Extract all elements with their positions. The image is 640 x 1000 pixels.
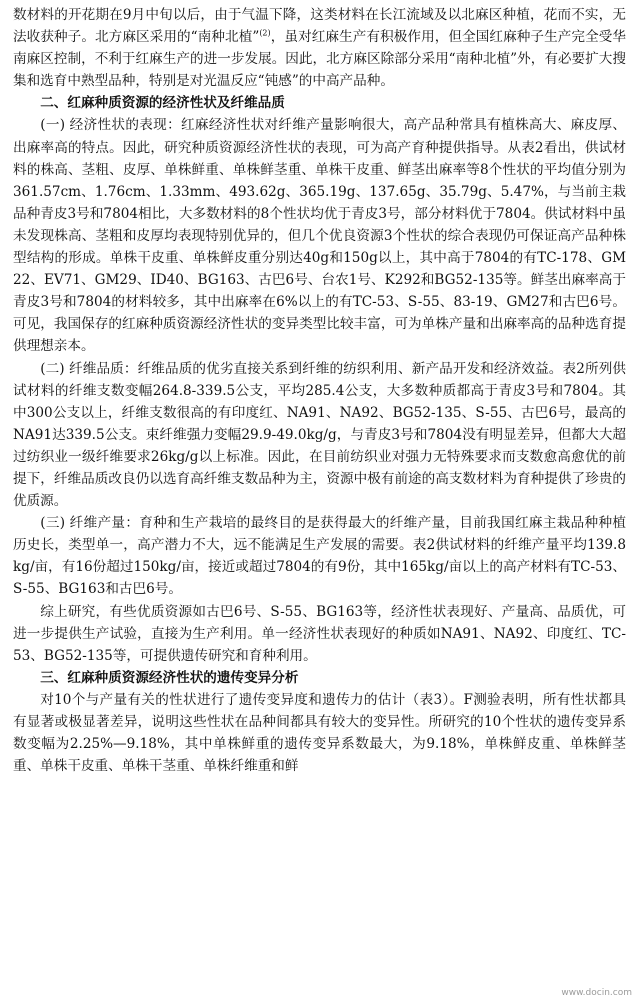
paragraph-text-after: ，虽对红麻生产有积极作用，但全国红麻种子生产完全受华南麻区控制，不利于红麻生产的进一步发展。因此，北方麻区除部分采用“南种北植”外，有必要扩大搜集和选育中熟型品种，特别是对光温反应“钝感”的中高产品种。: [13, 29, 626, 90]
paragraph-intro-continuation: [13, 4, 626, 92]
paragraph-fiber-yield: (三) 纤维产量：育种和生产栽培的最终目的是获得最大的纤维产量，目前我国红麻主栽品种种植历史长，类型单一，高产潜力不大，远不能满足生产发展的需要。表2供试材料的纤维产量平均139.8kg/亩，有16份超过150kg/亩，接近或超过7804的有9份，其中165kg/亩以上的高产材料有TC-53、S-55、BG163和古巴6号。: [13, 515, 626, 598]
citation-superscript: (2): [259, 28, 271, 38]
watermark: www.docin.com: [561, 988, 632, 998]
paragraph-genetic-variation: 对10个与产量有关的性状进行了遗传变异度和遗传力的估计（表3）。F测验表明，所有性状都具有显著或极显著差异，说明这些性状在品种间都具有较大的变异性。所研究的10个性状的遗传变异系数变幅为2.25%—9.18%，其中单株鲜重的遗传变异系数最大，为9.18%，单株鲜皮重、单株鲜茎重、单株干皮重、单株干茎重、单株纤维重和鲜: [13, 691, 626, 775]
section-heading-2: 二、红麻种质资源的经济性状及纤维品质: [40, 95, 285, 112]
paragraph-summary: 综上研究，有些优质资源如古巴6号、S-55、BG163等，经济性状表现好、产量高、品质优，可进一步提供生产试验，直接为生产利用。单一经济性状表现好的种质如NA91、NA92、印度红、TC-53、BG52-135等，可提供遗传研究和育种利用。: [13, 603, 626, 664]
paragraph-economic-traits: (一) 经济性状的表现：红麻经济性状对纤维产量影响很大，高产品种常具有植株高大、麻皮厚、出麻率高的特点。因此，研究种质资源经济性状的表现，可为高产育种提供指导。从表2看出，供试材料的株高、茎粗、皮厚、单株鲜重、单株鲜茎重、单株干皮重、鲜茎出麻率等8个性状的平均值分别为361.57cm、1.76cm、1.33mm、493.62g、365.19g、137.65g、35.79g、5.47%，与当前主栽品种青皮3号和7804相比，大多数材料的8个性状均优于青皮3号，部分材料优于7804。供试材料中虽未发现株高、茎粗和皮厚均表现特别优异的，但几个优良资源3个性状的综合表现仍可保证高产品种株型结构的形成。单株干皮重、单株鲜皮重分别达40g和150g以上，其中高于7804的有TC-178、GM22、EV71、GM29、ID40、BG163、古巴6号、台农1号、K292和BG52-135等。鲜茎出麻率高于青皮3号和7804的材料较多，其中出麻率在6%以上的有TC-53、S-55、83-19、GM27和古巴6号。可见，我国保存的红麻种质资源经济性状的变异类型比较丰富，可为单株产量和出麻率高的品种选育提供理想亲本。: [13, 117, 626, 355]
paragraph-text: 数材料的开花期在9月中旬以后，由于气温下降，这类材料在长江流域及以北麻区种植，花而不实，无法收获种子。北方麻区采用的“南种北植”: [13, 7, 626, 46]
section-heading-3: 三、红麻种质资源经济性状的遗传变异分析: [40, 669, 299, 686]
paragraph-fiber-quality: (二) 纤维品质：纤维品质的优劣直接关系到纤维的纺织利用、新产品开发和经济效益。表2所列供试材料的纤维支数变幅264.8-339.5公支，平均285.4公支，大多数种质都高于青皮3号和7804。其中300公支以上，纤维支数很高的有印度红、NA91、NA92、BG52-135、S-55、古巴6号，最高的NA91达339.5公支。束纤维强力变幅29.9-49.0kg/g，与青皮3号和7804没有明显差异，但都大大超过纺织业一级纤维要求26kg/g以上标准。因此，在目前纺织业对强力无特殊要求而支数愈高愈优的前提下，纤维品质改良仍以选育高纤维支数品种为主，资源中极有前途的高支数材料为育种提供了珍贵的优质源。: [13, 360, 626, 510]
